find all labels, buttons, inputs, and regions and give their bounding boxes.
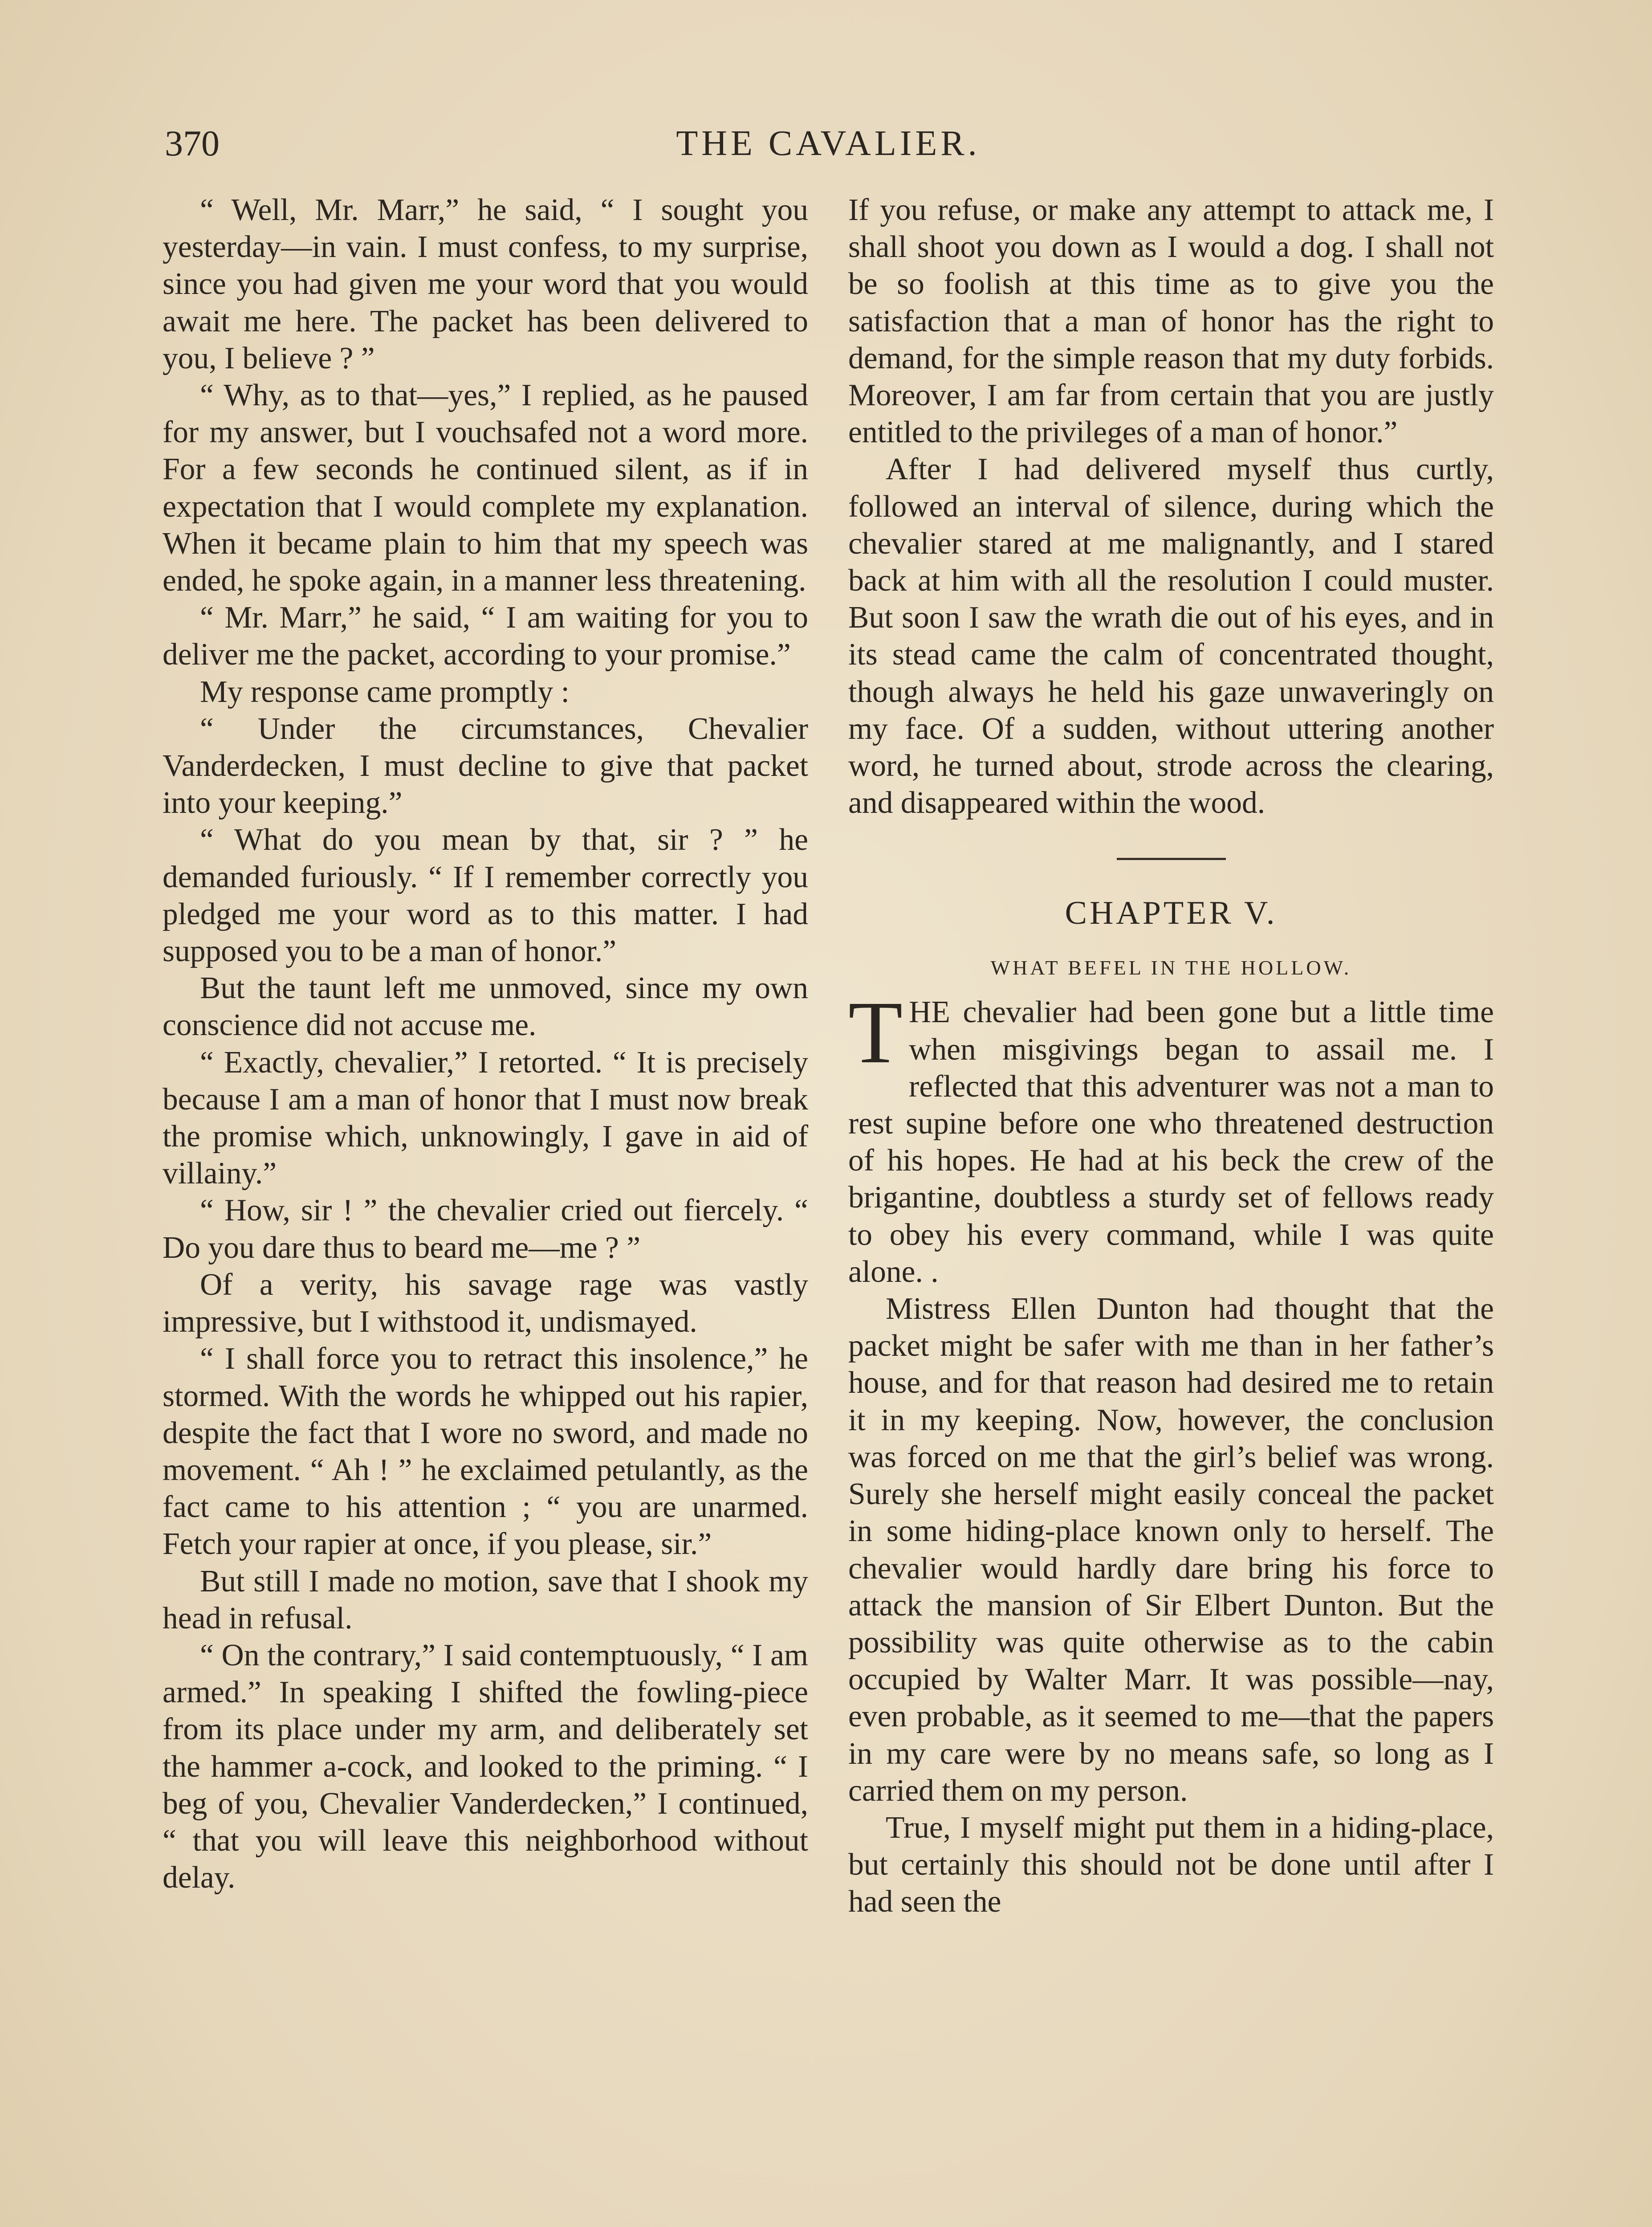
- paragraph: But still I made no motion, save that I shook my head in refusal.: [163, 1564, 808, 1636]
- paragraph: After I had delivered myself thus curtly, followed an interval of silence, during which the chevalier stared at me malignantly, and I stared back at him with all the resolution I could muster. But soon I saw the wrath die out of his eyes, and in its stead came the calm of concentrated thought, though always he held his gaze unwaveringly on my face. Of a sudden, without uttering another word, he turned about, strode across the clearing, and disappeared within the wood.: [848, 452, 1494, 820]
- chapter-opening-paragraph: [848, 983, 1494, 1290]
- paragraph: “ How, sir ! ” the chevalier cried out fiercely. “ Do you dare thus to beard me—me ? ”: [163, 1193, 808, 1265]
- paragraph: If you refuse, or make any attempt to attack me, I shall shoot you down as I would a dog. I shall not be so foolish at this time as to give you the satisfaction that a man of honor has the right to demand, for the simple reason that my duty forbids. Moreover, I am far from certain that you are justly entitled to the privileges of a man of honor.”: [848, 193, 1494, 450]
- paragraph: But the taunt left me unmoved, since my own conscience did not accuse me.: [163, 971, 808, 1043]
- opening-text: HE chevalier had been gone but a little time when misgivings began to assail me. I reflected that this adventurer was not a man to rest supine before one who threatened destruction of his hopes. He had at his beck the crew of the brigantine, doubtless a sturdy set of fellows ready to obey his every command, while I was quite alone. .: [848, 995, 1494, 1289]
- paragraph: “ On the contrary,” I said contemptuously, “ I am armed.” In speaking I shifted the fowling-piece from its place under my arm, and deliberately set the hammer a-cock, and looked to the priming. “ I beg of you, Chevalier Vanderdecken,” I continued, “ that you will leave this neighborhood without delay.: [163, 1638, 808, 1895]
- left-column: [163, 192, 808, 1896]
- running-title: THE CAVALIER.: [676, 124, 981, 163]
- page-header: [165, 117, 1492, 170]
- paragraph: “ What do you mean by that, sir ? ” he demanded furiously. “ If I remember correctly you pledged me your word as to this matter. I had supposed you to be a man of honor.”: [163, 823, 808, 969]
- paragraph: Of a verity, his savage rage was vastly impressive, but I withstood it, undismayed.: [163, 1267, 808, 1339]
- paragraph: My response came promptly :: [200, 674, 570, 709]
- paragraph: “ Exactly, chevalier,” I retorted. “ It is precisely because I am a man of honor that I must now break the promise which, unknowingly, I gave in aid of villainy.”: [163, 1045, 808, 1191]
- chapter-heading: CHAPTER V.: [1065, 895, 1278, 932]
- paragraph: “ Under the circumstances, Chevalier Vanderdecken, I must decline to give that packet into your keeping.”: [163, 711, 808, 820]
- section-divider: [1117, 858, 1226, 860]
- right-column: [848, 192, 1494, 1921]
- chapter-subtitle: WHAT BEFEL IN THE HOLLOW.: [990, 956, 1352, 979]
- paragraph: True, I myself might put them in a hiding-place, but certainly this should not be done until after I had seen the: [848, 1810, 1494, 1919]
- paragraph: “ Mr. Marr,” he said, “ I am waiting for you to deliver me the packet, according to your promise.”: [163, 600, 808, 672]
- paragraph: “ Why, as to that—yes,” I replied, as he paused for my answer, but I vouchsafed not a word more. For a few seconds he continued silent, as if in expectation that I would complete my explanation. When it became plain to him that my speech was ended, he spoke again, in a manner less threatening.: [163, 378, 808, 598]
- paragraph: Mistress Ellen Dunton had thought that the packet might be safer with me than in her father’s house, and for that reason had desired me to retain it in my keeping. Now, however, the conclusion was forced on me that the girl’s belief was wrong. Surely she herself might easily conceal the packet in some hiding-place known only to herself. The chevalier would hardly dare bring his force to attack the mansion of Sir Elbert Dunton. But the possibility was quite otherwise as to the cabin occupied by Walter Marr. It was possible—nay, even probable, as it seemed to me—that the papers in my care were by no means safe, so long as I carried them on my person.: [848, 1292, 1494, 1808]
- paragraph: “ Well, Mr. Marr,” he said, “ I sought you yesterday—in vain. I must confess, to my surprise, since you had given me your word that you would await me here. The packet has been delivered to you, I believe ? ”: [163, 193, 808, 375]
- paragraph: “ I shall force you to retract this insolence,” he stormed. With the words he whipped out his rapier, despite the fact that I wore no sword, and made no movement. “ Ah ! ” he exclaimed petulantly, as the fact came to his attention ; “ you are unarmed. Fetch your rapier at once, if you please, sir.”: [163, 1342, 808, 1562]
- drop-cap: T: [848, 983, 903, 1082]
- page-number: 370: [165, 123, 220, 163]
